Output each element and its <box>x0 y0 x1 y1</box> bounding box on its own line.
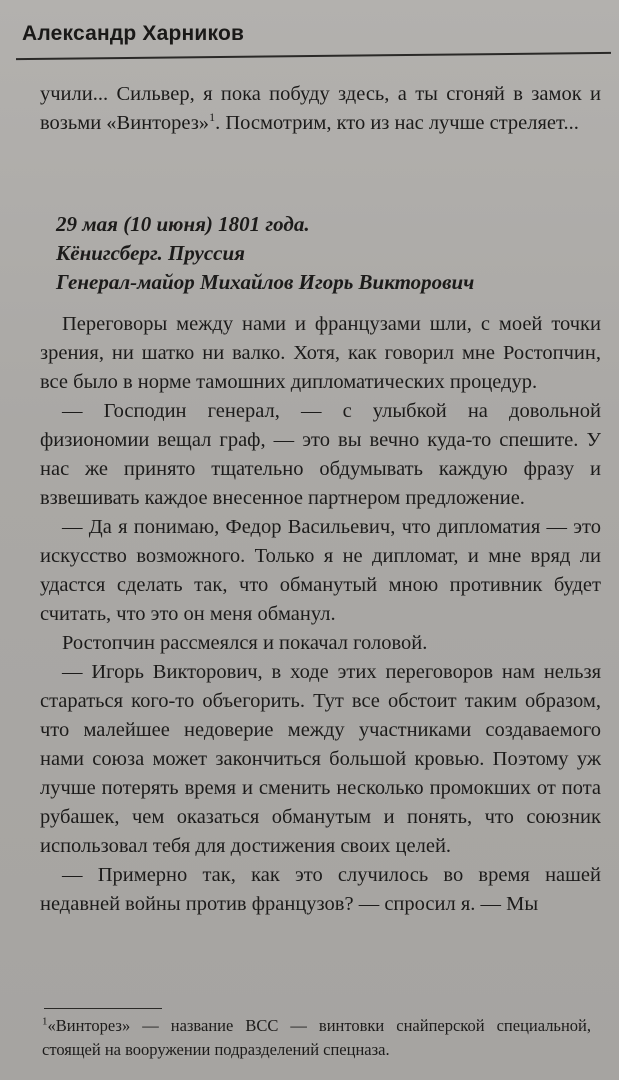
paragraph: Переговоры между нами и французами шли, с моей точки зрения, ни шатко ни валко. Хотя, как говорил мне Ростопчин, все было в норме тамошних дипломатических процедур. <box>40 313 601 393</box>
section-heading <box>56 210 609 297</box>
paragraph: — Господин генерал, — с улыбкой на довольной физиономии вещал граф, — это вы вечно куда-то спешите. У нас же принято тщательно обдумывать каждую фразу и взвешивать каждое внесенное партнером предложение. <box>40 400 601 509</box>
footnote <box>42 1014 591 1062</box>
heading-place: Кёнигсберг. Пруссия <box>56 241 245 265</box>
paragraph: Ростопчин рассмеялся и покачал головой. <box>62 632 428 654</box>
body-text <box>40 310 601 919</box>
footnote-reference: 1 <box>209 110 216 125</box>
intro-text-before: учили... Сильвер, я пока побуду здесь, а ты сгоняй в замок и возьми «Винторез» <box>40 83 601 134</box>
paragraph: — Игорь Викторович, в ходе этих переговоров нам нельзя стараться кого-то объегорить. Тут все обстоит таким образом, что малейшее недоверие между участниками создаваемого нами союза может закончиться большой кровью. Поэтому уж лучше потерять время и сменить несколько промокших от пота рубашек, чем оказаться обманутым и понять, что союзник использовал тебя для достижения своих целей. <box>40 661 601 857</box>
intro-text <box>40 80 601 138</box>
footnote-mark: 1 <box>42 1015 48 1028</box>
intro-text-after: . Посмотрим, кто из нас лучше стреляет... <box>215 112 579 134</box>
heading-person: Генерал-майор Михайлов Игорь Викторович <box>56 270 475 294</box>
paragraph: — Да я понимаю, Федор Васильевич, что дипломатия — это искусство возможного. Только я не дипломат, и мне вряд ли удастся сделать так, что обманутый мною противник будет считать, что это он меня обманул. <box>40 516 601 625</box>
paragraph: — Примерно так, как это случилось во время нашей недавней войны против французов? — спросил я. — Мы <box>40 864 601 915</box>
heading-date: 29 мая (10 июня) 1801 года. <box>56 212 310 236</box>
running-header-author: Александр Харников <box>22 22 245 45</box>
footnote-rule <box>44 1008 162 1009</box>
intro-paragraph <box>40 80 601 138</box>
header-rule <box>16 52 611 60</box>
footnote-text: «Винторез» — название ВСС — винтовки снайперской специальной, стоящей на вооружении подразделений спецназа. <box>42 1016 591 1059</box>
